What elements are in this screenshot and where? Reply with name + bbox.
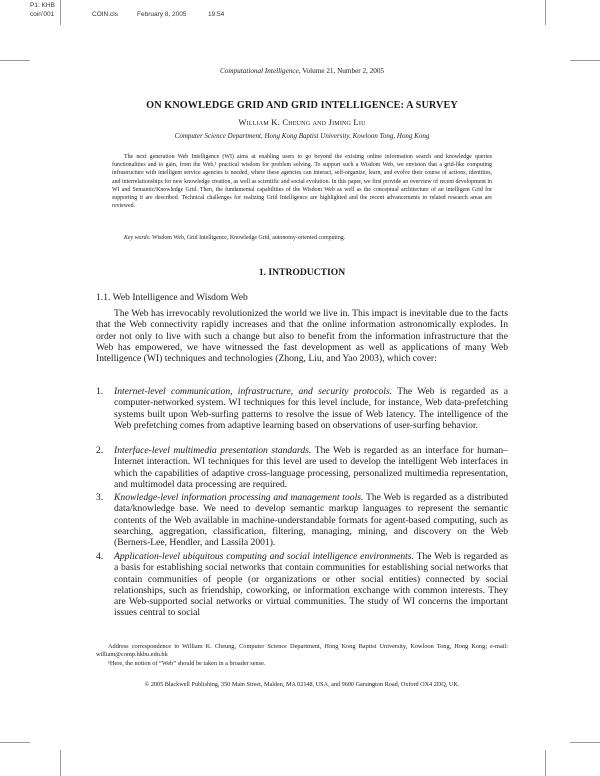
journal-name: Computational Intelligence — [219, 67, 299, 75]
production-id: P1: KHB — [30, 2, 55, 9]
list-item-number: 2. — [96, 445, 104, 456]
crop-mark — [570, 742, 600, 743]
list-item-title: Internet-level communication, infrastructure, and security protocols. — [114, 386, 393, 397]
list-item — [96, 492, 508, 548]
list-item-number: 1. — [96, 386, 104, 397]
list-item-text: The Web is regarded as a distributed data/knowledge base. We need to develop semantic markup languages to represent the semantic contents of the Web available in machine-understandable formats for agent-based computing, such as searching, aggregation, classification, filtering, managing, mining, and discovery on the Web (Berners-Lee, Hendler, and Lassila 2001). — [114, 492, 508, 549]
crop-mark — [545, 750, 546, 776]
footnote-address: Address correspondence to William K. Cheung, Computer Science Department, Hong Kong Baptist University, Kowloon Tong, Hong Kong; e-mail: william@comp.hkbu.edu.hk — [96, 643, 508, 659]
crop-mark — [545, 0, 546, 25]
list-item-title: Application-level ubiquitous computing and social intelligence environments. — [114, 551, 414, 562]
keywords-label: Key words: — [124, 235, 151, 241]
production-file-id: coin’001 — [30, 11, 55, 18]
list-item-text: The Web is regarded as a computer-networked system. WI techniques for this level include, for instance, Web data-prefetching systems built upon Web-surfing patterns to resolve the issue of Web latency. The intelligence of the Web prefetching comes from adaptive learning based on observations of user-surfing behavior. — [114, 386, 508, 431]
intro-paragraph: The Web has irrevocably revolutionized the world we live in. This impact is inevitable due to the facts that the Web connectivity rapidly increases and that the online information astronomically explodes. In order not only to live with such a change but also to benefit from the information infrastructure that the Web has empowered, we have witnessed the fast development as well as applications of many Web Intelligence (WI) techniques and technologies (Zhong, Liu, and Yao 2003), which cover: — [96, 308, 508, 365]
list-item-text: The Web is regarded as an interface for human–Internet interaction. WI techniques for this level are used to develop the intelligent Web interfaces in which the capabilities of adaptive cross-language processing, personalized multimedia representation, and multimodel data processing are required. — [114, 445, 508, 490]
section-heading: 1. INTRODUCTION — [258, 267, 346, 278]
crop-mark — [60, 750, 61, 776]
copyright-line: © 2005 Blackwell Publishing, 350 Main Street, Malden, MA 02148, USA, and 9600 Garsington Road, Oxford OX4 2DQ, UK. — [144, 681, 460, 688]
crop-mark — [570, 60, 600, 61]
list-item-title: Knowledge-level information processing and management tools. — [114, 492, 364, 503]
list-item-number: 4. — [96, 551, 104, 562]
production-time: 19:54 — [208, 11, 225, 18]
abstract: The next generation Web Intelligence (WI) aims at enabling users to go beyond the existing online information search and knowledge queries functionalities and to gain, from the Web,¹ practical wisdom for problem solving. To support such a Wisdom Web, we envision that a grid-like computing infrastructure with intelligent service agencies is needed, where these agencies can interact, self-organize, learn, and evolve their course of actions, identities, and interrelationships for new knowledge creation, as well as scientific and social evolution. In this paper, we first provide an overview of recent development in WI and Semantic/Knowledge Grid. Then, the fundamental capabilities of the Wisdom Web as well as the conceptual architecture of an intelligent Grid for supporting it are described. Technical challenges for realizing Grid Intelligence are highlighted and the recent advancements in related research areas are reviewed. — [112, 154, 492, 210]
list-item — [96, 551, 508, 619]
list-item — [96, 386, 508, 431]
subsection-heading: 1.1. Web Intelligence and Wisdom Web — [96, 292, 248, 303]
production-class: COIN.cls — [92, 11, 118, 18]
running-head — [96, 67, 508, 76]
list-item — [96, 445, 508, 490]
list-item-text: The Web is regarded as a basis for establishing social networks that contain communities for establishing social networks that contain communities of people (or organizations or other social entities) connected by social relationships, such as friendship, coworking, or information exchange with common interests. They are Web-supported social networks or virtual communities. The study of WI concerns the important issues central to social — [114, 551, 508, 619]
crop-mark — [0, 742, 30, 743]
production-date: February 8, 2005 — [137, 11, 187, 18]
list-item-number: 3. — [96, 492, 104, 503]
footnote-1: ¹Here, the notion of “Web” should be taken in a broader sense. — [108, 660, 266, 667]
journal-volume: , Volume 21, Number 2, 2005 — [298, 67, 385, 75]
crop-mark — [0, 60, 30, 61]
paper-title: ON KNOWLEDGE GRID AND GRID INTELLIGENCE: A SURVEY — [146, 100, 458, 111]
paper-authors: William K. Cheung and Jiming Liu — [238, 117, 366, 127]
list-item-title: Interface-level multimedia presentation standards. — [114, 445, 312, 456]
keywords — [112, 234, 492, 242]
author-affiliation: Computer Science Department, Hong Kong Baptist University, Kowloon Tong, Hong Kong — [174, 132, 430, 140]
keywords-text: Wisdom Web, Grid Intelligence, Knowledge Grid, autonomy-oriented computing. — [150, 235, 346, 241]
crop-mark — [60, 0, 61, 25]
